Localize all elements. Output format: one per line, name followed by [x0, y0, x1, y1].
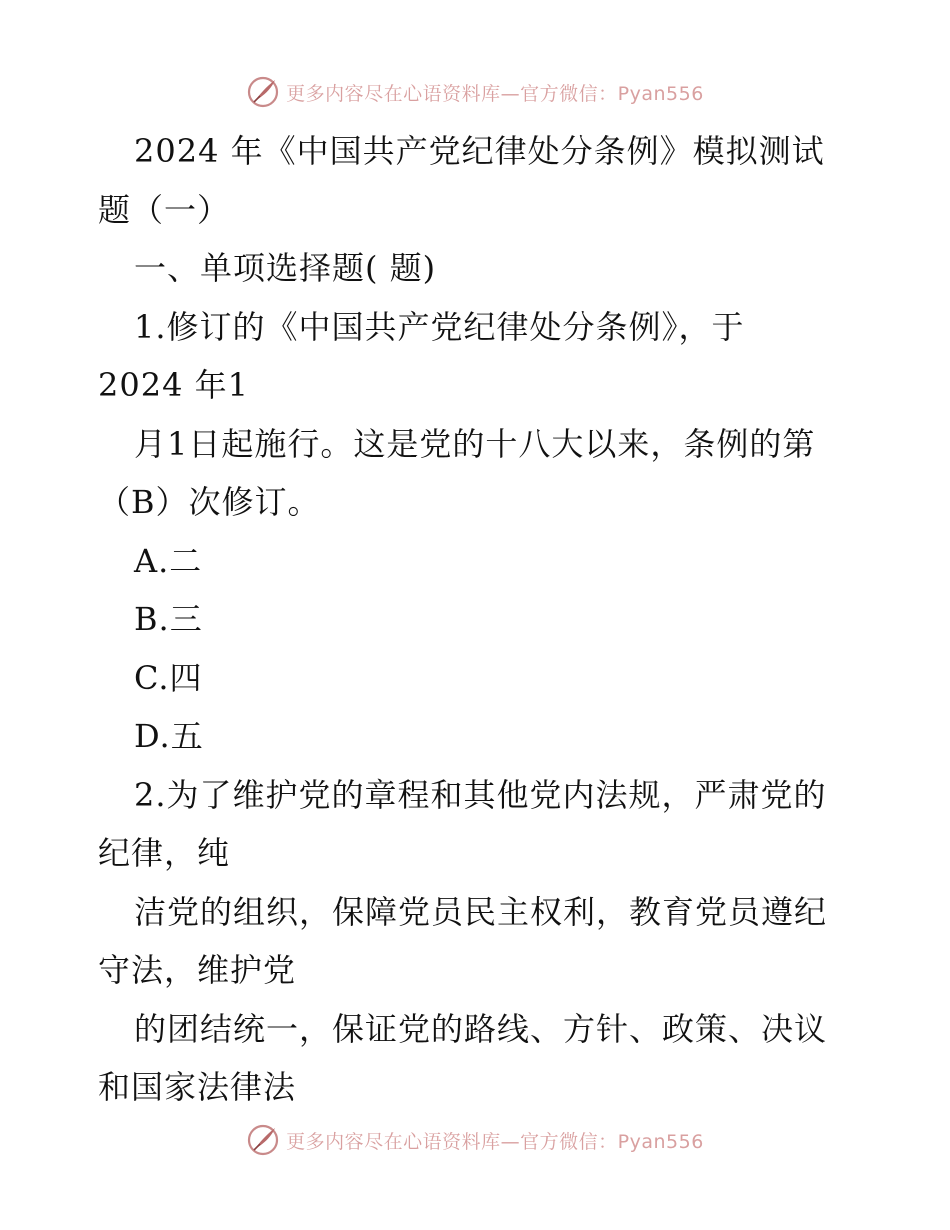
question-2-line-1: 2.为了维护党的章程和其他党内法规，严肃党的: [134, 775, 827, 814]
question-1-option-b: B.三: [134, 600, 203, 638]
question-2-line-4: 守法，维护党: [98, 951, 297, 989]
question-1-option-d: D.五: [134, 717, 204, 755]
question-2-line-2: 纪律，纯: [98, 834, 231, 872]
question-1-line-3: 月1日起施行。这是党的十八大以来，条例的第: [134, 424, 816, 463]
question-1-option-a: A.二: [134, 541, 203, 580]
question-2-line-3: 洁党的组织，保障党员民主权利，教育党员遵纪: [134, 892, 828, 931]
section-heading: 一、单项选择题( 题): [134, 249, 437, 287]
footer-watermark: [0, 1118, 950, 1162]
header-watermark: [0, 70, 950, 114]
feather-pen-logo-icon: [246, 1123, 280, 1157]
question-2-line-5: 的团结统一，保证党的路线、方针、政策、决议: [134, 1009, 828, 1048]
question-2-line-6: 和国家法律法: [98, 1068, 297, 1106]
doc-title-line-1: 2024 年《中国共产党纪律处分条例》模拟测试: [134, 132, 825, 170]
question-1-line-2: 2024 年1: [98, 366, 249, 404]
watermark-text: 更多内容尽在心语资料库—官方微信：Pyan556: [286, 1130, 704, 1153]
question-1-line-1: 1.修订的《中国共产党纪律处分条例》，于: [134, 307, 745, 346]
question-1-line-4: （B）次修订。: [98, 483, 321, 521]
question-1-option-c: C.四: [134, 658, 203, 697]
watermark-text: 更多内容尽在心语资料库—官方微信：Pyan556: [286, 82, 704, 105]
document-body: [98, 122, 868, 1117]
doc-title-line-2: 题（一）: [98, 190, 231, 229]
feather-pen-logo-icon: [246, 75, 280, 109]
